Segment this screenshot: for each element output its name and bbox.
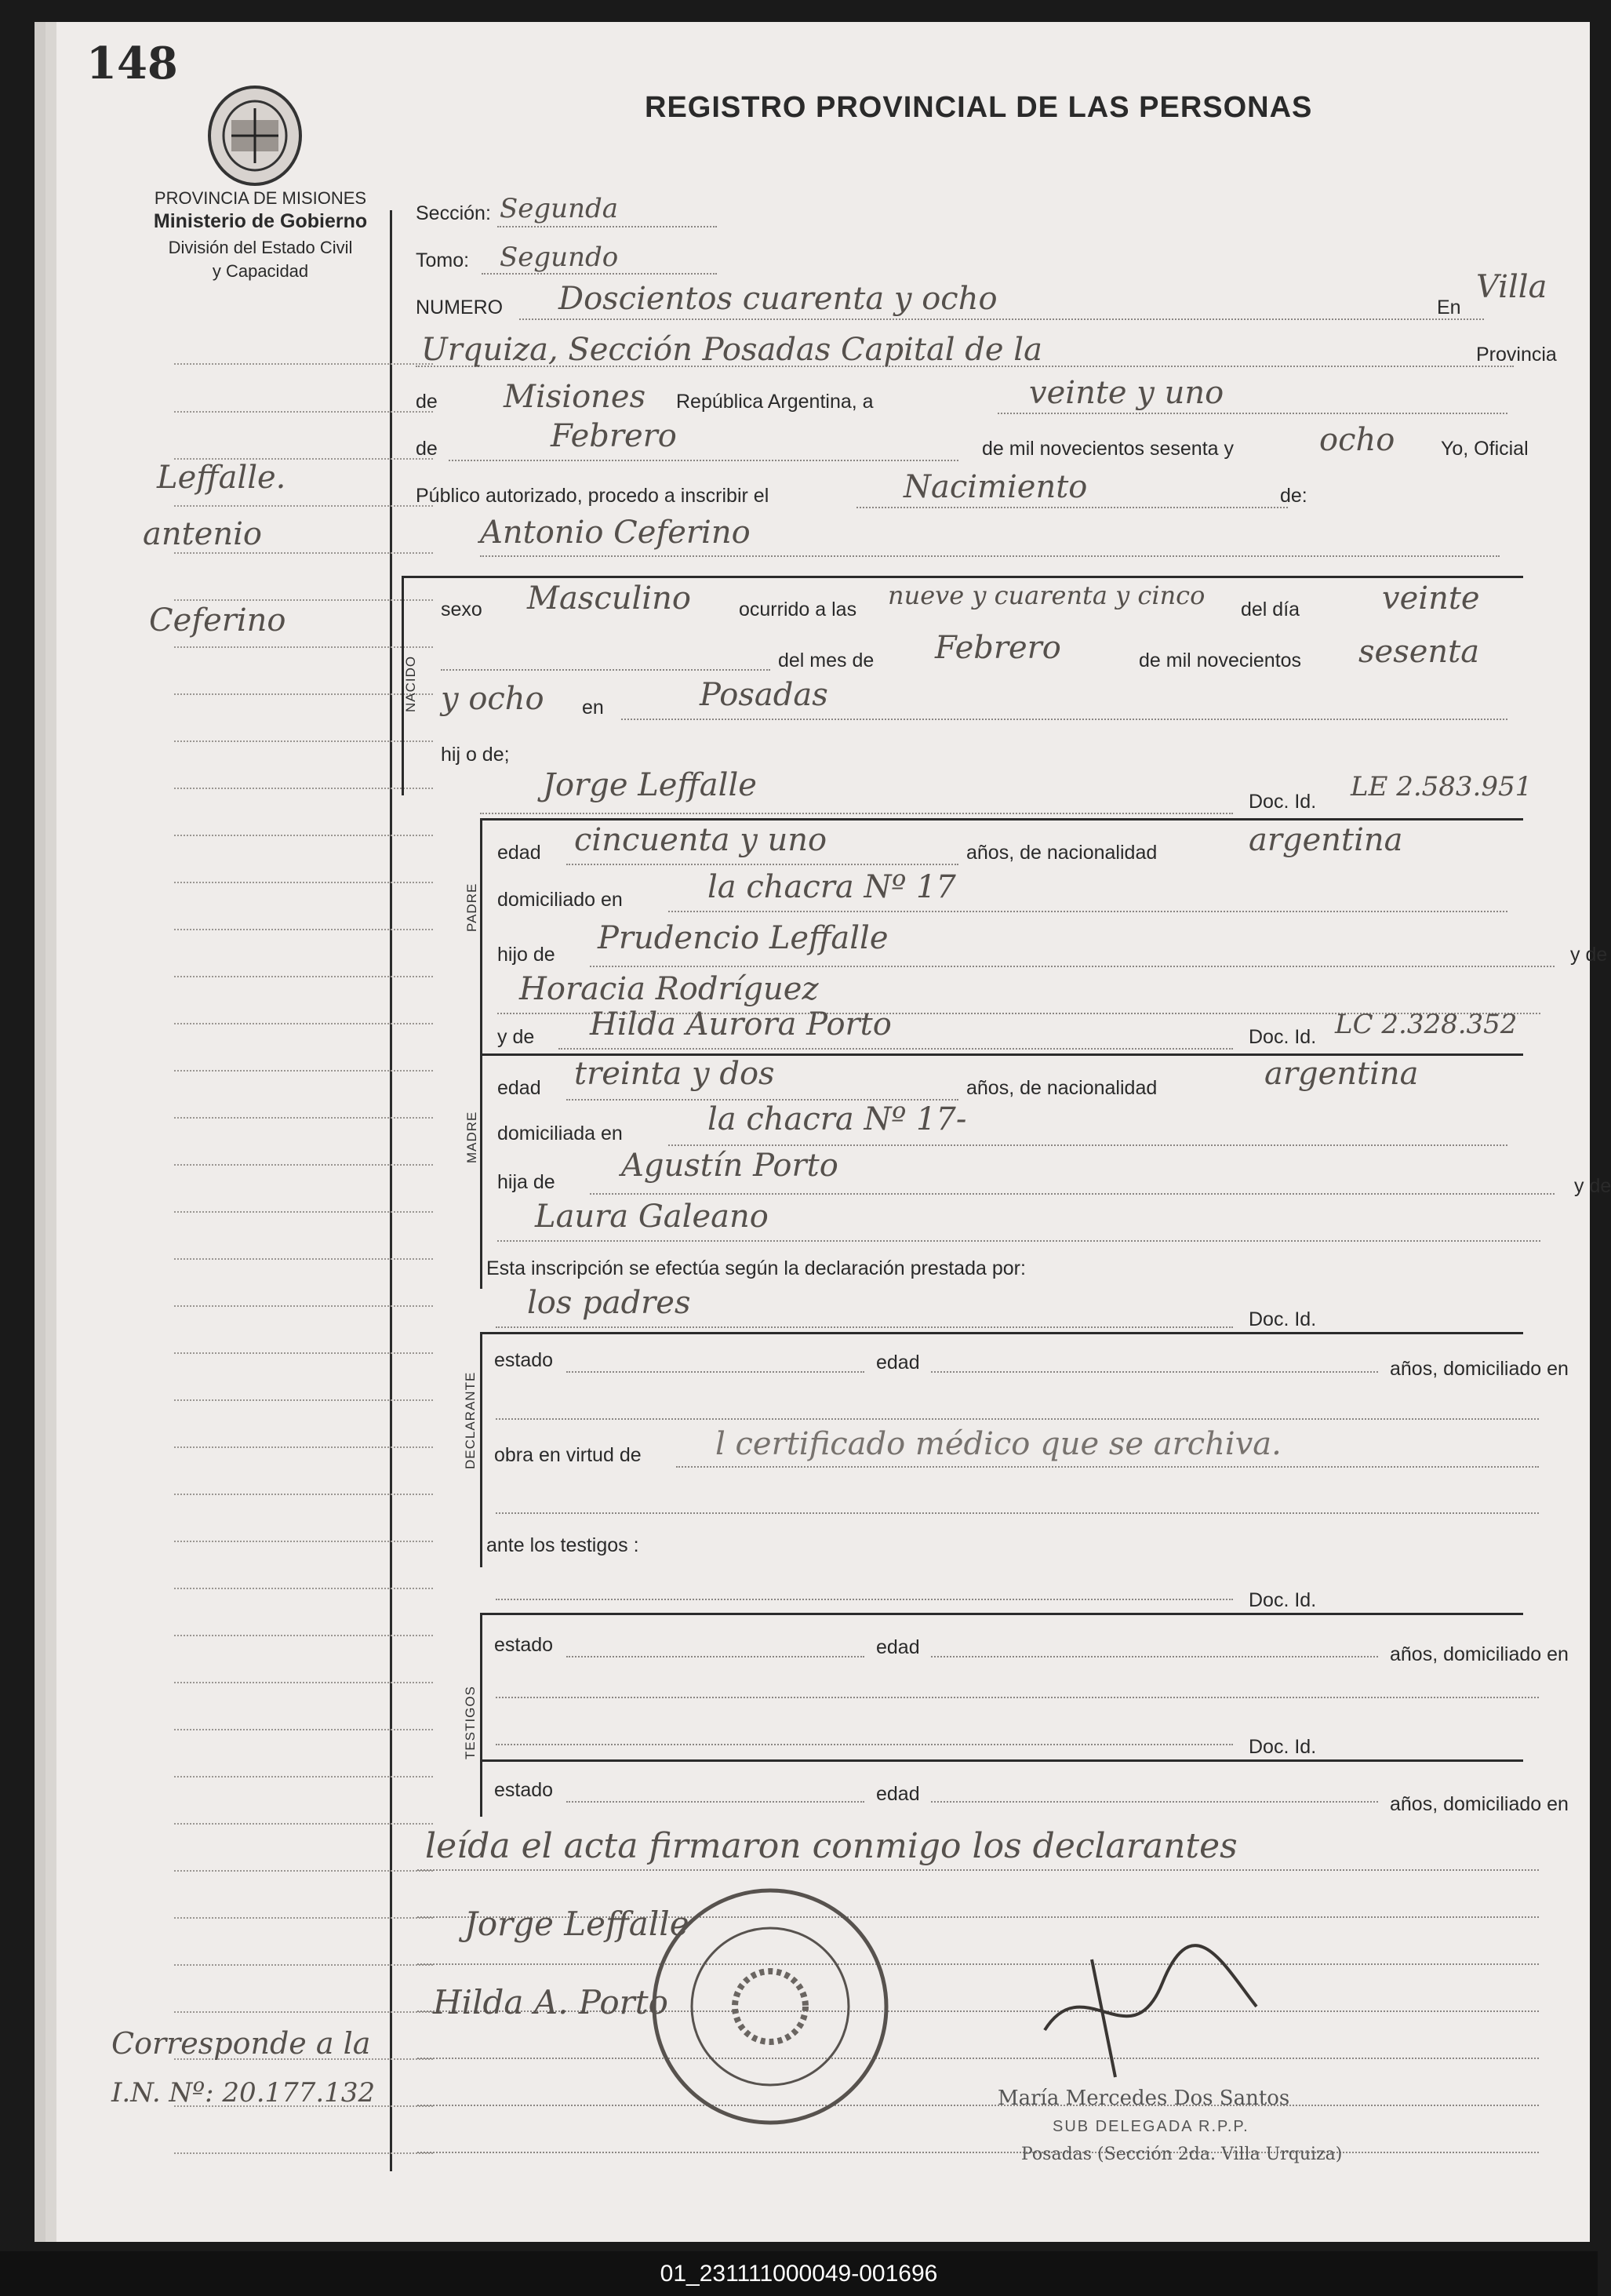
acto-value: Nacimiento [904,469,1088,505]
ocurrido-label: ocurrido a las [739,599,857,620]
section-rule-nacido [402,576,1523,578]
abuelo-m: Agustín Porto [621,1148,838,1184]
del-mes-label: del mes de [778,650,875,671]
section-label-testigos: TESTIGOS [463,1686,478,1759]
declarante-value: los padres [527,1285,691,1321]
anio-value: ocho [1319,422,1395,458]
mil2-label: de mil novecientos [1139,650,1302,671]
provincia-label: Provincia [1476,344,1557,366]
tomo-value: Segundo [500,242,619,273]
anio2b-value: y ocho [441,681,544,717]
en2-label: en [582,697,604,719]
section-label-padre: PADRE [464,882,479,932]
padre-nac-label: años, de nacionalidad [966,842,1158,864]
madre-docid-label: Doc. Id. [1249,1026,1317,1048]
nombre-value: Antonio Ceferino [480,515,751,551]
lugar-value: Posadas [700,677,828,713]
hija-de-label: hija de [497,1171,555,1193]
mes2-value: Febrero [935,630,1061,666]
dia2-value: veinte [1382,580,1480,617]
numero-label: NUMERO [416,297,504,318]
declarante-edad-label: edad [876,1352,920,1374]
firma-padre: Jorge Leffalle [464,1905,689,1943]
section-label-declarante: DECLARANTE [463,1371,478,1469]
madre-doc: LC 2.328.352 [1335,1009,1518,1040]
hijo-label: hij o de; [441,744,510,766]
declarante-docid-label: Doc. Id. [1249,1308,1317,1330]
seccion-value: Segunda [500,193,619,224]
anio2-value: sesenta [1358,634,1480,670]
declarante-estado-label: estado [494,1349,554,1371]
madre-nac: argentina [1264,1056,1419,1092]
madre-nombre: Hilda Aurora Porto [590,1006,892,1042]
madre-dom: la chacra Nº 17- [707,1101,967,1137]
padre-nac: argentina [1249,822,1403,858]
hora-value: nueve y cuarenta y cinco [888,580,1206,610]
obra-label: obra en virtud de [494,1444,642,1466]
en-label: En [1437,297,1461,318]
margin-name-3: Ceferino [149,602,286,639]
dia-value: veinte y uno [1029,375,1224,411]
ministry-label: Ministerio de Gobierno [153,210,368,232]
de2-label: de [416,438,438,460]
abuela-m: Laura Galeano [535,1199,769,1235]
padre-docid-label: Doc. Id. [1249,791,1317,813]
oficial-lugar: Posadas (Sección 2da. Villa Urquiza) [1021,2145,1343,2164]
testigo1-estado-label: estado [494,1634,554,1656]
madre-nac-label: años, de nacionalidad [966,1077,1158,1099]
oficial-nombre: María Mercedes Dos Santos [998,2087,1290,2110]
division2-label: y Capacidad [212,261,309,281]
del-dia-label: del día [1241,599,1300,620]
padre-dom: la chacra Nº 17 [707,869,956,905]
edad-label: edad [497,842,541,864]
madre-edad: treinta y dos [574,1056,775,1092]
mil-label: de mil novecientos sesenta y [982,438,1235,460]
mes-value: Febrero [551,418,677,454]
official-seal-icon [645,1881,896,2132]
testigo1-anios-label: años, domiciliado en [1390,1643,1569,1665]
de-label: de [416,391,438,413]
coat-of-arms-icon [204,77,306,187]
oficial-cargo: SUB DELEGADA R.P.P. [1053,2118,1249,2135]
abuela-p: Horacia Rodríguez [519,971,819,1007]
misiones-value: Misiones [504,379,646,415]
official-signature-icon [1021,1936,1280,2093]
cierre-text: leída el acta firmaron conmigo los declarantes [425,1826,1238,1866]
division-label: División del Estado Civil [168,238,353,257]
section-label-madre: MADRE [464,1111,479,1163]
sexo-value: Masculino [527,580,691,617]
padre-nombre: Jorge Leffalle [543,767,757,803]
oficial-label: Yo, Oficial [1441,438,1529,460]
section-label-nacido: NACIDO [403,655,418,712]
province-label: PROVINCIA DE MISIONES [154,188,367,208]
en-value: Villa [1476,269,1547,305]
domiciliada-label: domiciliada en [497,1123,623,1144]
republica-label: República Argentina, a [676,391,874,413]
column-divider [390,210,392,2171]
testigo1-docid-label: Doc. Id. [1249,1589,1317,1611]
abuelo-p: Prudencio Leffalle [598,920,889,956]
madre-edad-label: edad [497,1077,541,1099]
record-sheet [56,22,1611,2242]
publico-label: Público autorizado, procedo a inscribir el [416,485,769,507]
margin-name-2: antenio [143,516,262,552]
margin-correction-2: I.N. Nº: 20.177.132 [111,2077,376,2109]
tomo-label: Tomo: [416,249,470,271]
hijo-de-label: hijo de [497,944,555,966]
ydes-label: y de [497,1026,535,1048]
firma-madre: Hilda A. Porto [433,1983,668,2021]
testigos-label: ante los testigos : [486,1534,639,1556]
de3-label: de: [1280,485,1307,507]
y-de-label: y de [1570,944,1608,966]
padre-edad: cincuenta y uno [574,822,827,858]
page-number: 148 [86,38,178,89]
testigo2-docid-label: Doc. Id. [1249,1736,1317,1758]
domiciliado-label: domiciliado en [497,889,623,911]
image-id-footer: 01_231111000049-001696 [0,2251,1598,2296]
obra-value: l certificado médico que se archiva. [715,1426,1282,1462]
margin-name-1: Leffalle. [157,460,286,496]
madre-y-de-label: y de [1574,1175,1611,1197]
sexo-label: sexo [441,599,482,620]
numero-value: Doscientos cuarenta y ocho [558,281,998,317]
testigo1-edad-label: edad [876,1636,920,1658]
declarante-anios-label: años, domiciliado en [1390,1358,1569,1380]
seccion-label: Sección: [416,202,491,224]
place-value: Urquiza, Sección Posadas Capital de la [421,332,1042,368]
margin-correction-1: Corresponde a la [111,2026,371,2061]
testigo2-anios-label: años, domiciliado en [1390,1793,1569,1815]
padre-doc: LE 2.583.951 [1351,771,1533,802]
testigo2-estado-label: estado [494,1779,554,1801]
testigo2-edad-label: edad [876,1783,920,1805]
declaracion-label: Esta inscripción se efectúa según la declaración prestada por: [486,1257,1026,1279]
document-title: REGISTRO PROVINCIAL DE LAS PERSONAS [645,91,1313,124]
